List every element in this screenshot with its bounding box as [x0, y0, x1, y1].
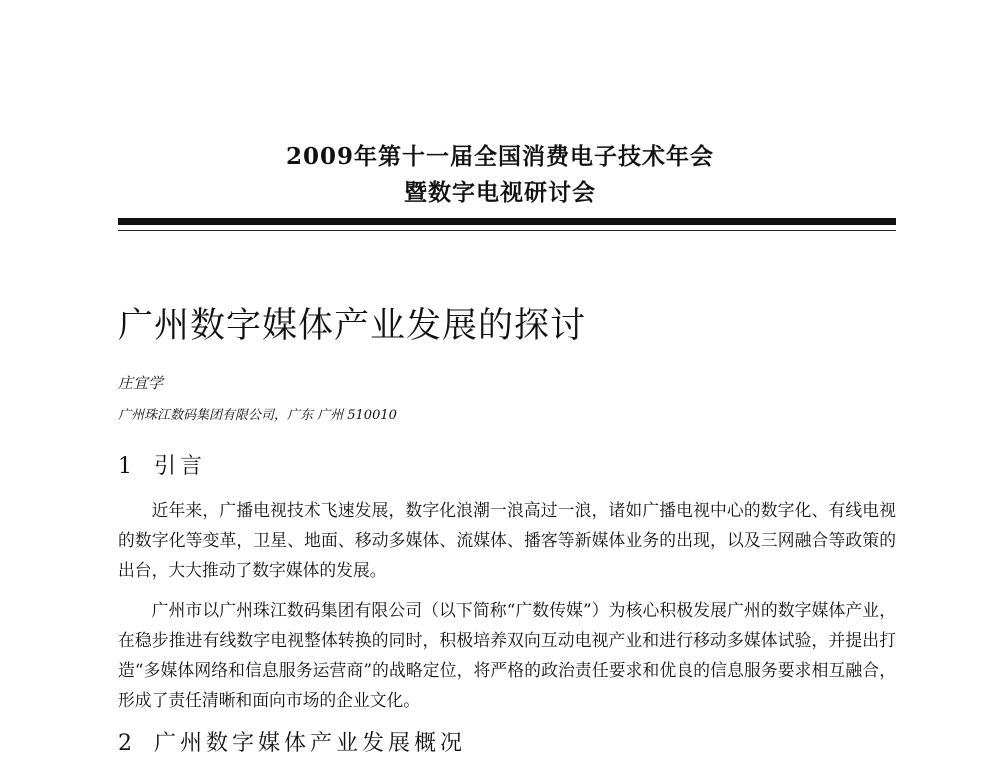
author-name: 庄宜学 [118, 374, 164, 392]
conference-title-line2: 暨数字电视研讨会 [404, 179, 596, 206]
section-number: 2 [118, 731, 132, 756]
section-label: 引言 [154, 454, 207, 479]
paper-title: 广州数字媒体产业发展的探讨 [118, 306, 587, 346]
header-rule-thin [118, 230, 896, 231]
body-paragraph: 近年来，广播电视技术飞速发展，数字化浪潮一浪高过一浪，诸如广播电视中心的数字化、有线电视的数字化等变革，卫星、地面、移动多媒体、流媒体、播客等新媒体业务的出现，以及三网融合等政策的出台，大大推动了数字媒体的发展。 [118, 500, 896, 580]
header-rule-thick [118, 218, 896, 225]
section-label: 广州数字媒体产业发展概况 [154, 731, 467, 756]
author-affiliation: 广州珠江数码集团有限公司，广东 广州 510010 [118, 408, 397, 423]
conference-title-line1: 2009年第十一届全国消费电子技术年会 [285, 143, 714, 170]
section-heading-overview [118, 730, 466, 758]
section-number: 1 [118, 454, 132, 479]
section-heading-introduction [118, 453, 206, 481]
body-paragraph: 广州市以广州珠江数码集团有限公司（以下简称“广数传媒”）为核心积极发展广州的数字媒体产业，在稳步推进有线数字电视整体转换的同时，积极培养双向互动电视产业和进行移动多媒体试验，并提出打造“多媒体网络和信息服务运营商”的战略定位，将严格的政治责任要求和优良的信息服务要求相互融合，形成了责任清晰和面向市场的企业文化。 [118, 600, 896, 710]
